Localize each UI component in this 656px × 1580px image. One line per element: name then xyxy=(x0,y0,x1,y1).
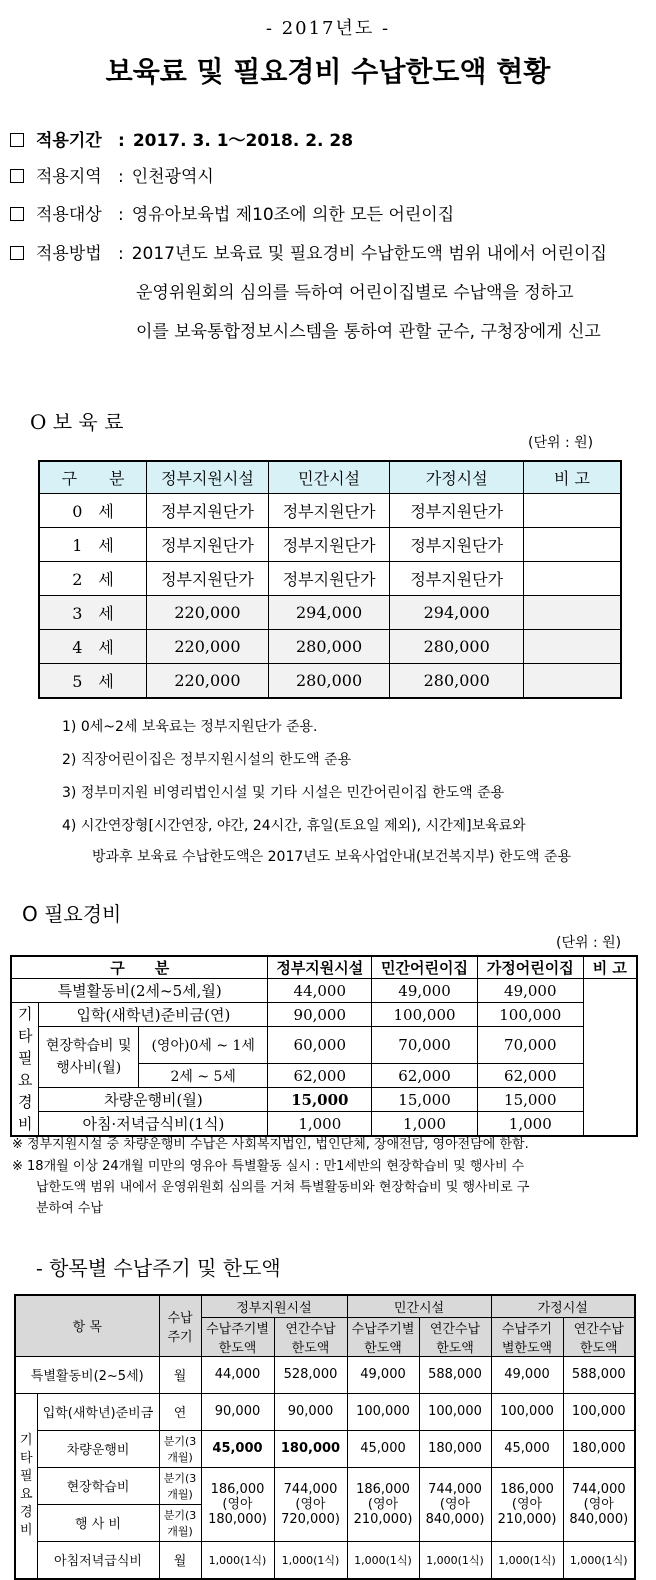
expense-unit: (단위 : 원) xyxy=(556,935,622,951)
value-cell: 15,000 xyxy=(372,1088,478,1112)
value-cell: 588,000 xyxy=(563,1356,635,1393)
table-row xyxy=(11,979,637,1003)
remark-cell xyxy=(523,630,621,664)
age-cell: 3 세 xyxy=(39,596,147,630)
method-line: 적용방법 : 2017년도 보육료 및 필요경비 수납한도액 범위 내에서 어린이집 xyxy=(10,239,607,264)
expense-note-2: ※ 18개월 이상 24개월 미만의 영유아 특별활동 실시 : 만1세반의 현장학습비 및 행사비 수 xyxy=(12,1159,525,1174)
target-value: 영유아보육법 제10조에 의한 모든 어린이집 xyxy=(131,205,455,225)
value-cell: 62,000 xyxy=(477,1064,583,1088)
fee-header-row xyxy=(39,461,621,494)
fee-cell: 294,000 xyxy=(390,596,524,630)
value-cell: 62,000 xyxy=(372,1064,478,1088)
row-label: 행 사 비 xyxy=(37,1504,159,1541)
fee-cell: 294,000 xyxy=(268,596,390,630)
expense-table xyxy=(10,955,638,1137)
cycle-section-title: - 항목별 수납주기 및 한도액 xyxy=(36,1256,281,1280)
value-cell: 49,000 xyxy=(477,979,583,1003)
expense-header-row xyxy=(11,956,637,979)
header-home: 가정시설 xyxy=(491,1295,635,1317)
row-label: 차량운행비 xyxy=(37,1430,159,1467)
method-text-2: 운영위원회의 심의를 득하여 어린이집별로 수납액을 정하고 xyxy=(136,283,574,303)
expense-header-category: 구 분 xyxy=(11,956,268,979)
fee-header-remark: 비 고 xyxy=(523,461,621,494)
value-cell: 49,000 xyxy=(491,1356,563,1393)
age-cell: 5 세 xyxy=(39,664,147,699)
value-cell: 100,000 xyxy=(347,1393,419,1430)
fee-cell: 220,000 xyxy=(147,596,269,630)
age-cell: 1 세 xyxy=(39,528,147,562)
expense-header-gov: 정부지원시설 xyxy=(268,956,372,979)
remark-cell xyxy=(523,664,621,699)
fee-note-4: 4) 시간연장형[시간연장, 야간, 24시간, 휴일(토요일 제외), 시간제]보육료와 xyxy=(62,818,526,834)
fee-header-home: 가정시설 xyxy=(390,461,524,494)
fee-cell: 정부지원단가 xyxy=(268,562,390,596)
fee-cell: 280,000 xyxy=(390,664,524,699)
expense-note-1: ※ 정부지원시설 중 차량운행비 수납은 사회복지법인, 법인단체, 장애전담, 영아전담에 한함. xyxy=(12,1137,529,1152)
row-label: 차량운행비(월) xyxy=(39,1088,268,1112)
table-row xyxy=(39,528,621,562)
value-cell: 1,000(1식) xyxy=(491,1541,563,1579)
value-cell: 186,000 (영아 210,000) xyxy=(491,1467,563,1541)
header-item: 항 목 xyxy=(15,1295,159,1356)
value-cell: 90,000 xyxy=(274,1393,347,1430)
checkbox-icon xyxy=(10,169,24,183)
value-cell: 1,000(1식) xyxy=(347,1541,419,1579)
value-cell: 100,000 xyxy=(372,1003,478,1027)
value-cell: 186,000 (영아 180,000) xyxy=(201,1467,274,1541)
cycle-cell: 분기(3개월) xyxy=(159,1430,201,1467)
region-label: 적용지역 xyxy=(36,167,102,187)
cycle-table xyxy=(14,1294,636,1580)
checkbox-icon xyxy=(10,246,24,260)
fee-note-1: 1) 0세~2세 보육료는 정부지원단가 준용. xyxy=(62,719,318,735)
age-cell: 2 세 xyxy=(39,562,147,596)
value-cell: 100,000 xyxy=(563,1393,635,1430)
sub-label: 2세 ~ 5세 xyxy=(139,1064,268,1088)
value-cell: 180,000 xyxy=(419,1430,491,1467)
fee-cell: 정부지원단가 xyxy=(147,494,269,528)
subheader: 연간수납 한도액 xyxy=(274,1317,347,1356)
remark-cell xyxy=(523,528,621,562)
region-value: 인천광역시 xyxy=(131,167,214,187)
period-value: 2017. 3. 1～2018. 2. 28 xyxy=(132,131,354,151)
fee-note-5: 방과후 보육료 수납한도액은 2017년도 보육사업안내(보건복지부) 한도액 준용 xyxy=(92,849,571,865)
value-cell: 15,000 xyxy=(477,1088,583,1112)
table-row xyxy=(15,1356,635,1393)
row-label: 특별활동비(2세~5세,월) xyxy=(11,979,268,1003)
remark-cell xyxy=(523,596,621,630)
expense-header-home: 가정어린이집 xyxy=(477,956,583,979)
value-cell: 100,000 xyxy=(491,1393,563,1430)
period-label: 적용기간 xyxy=(36,131,102,151)
table-row xyxy=(15,1467,635,1504)
method-text-1: 2017년도 보육료 및 필요경비 수납한도액 범위 내에서 어린이집 xyxy=(131,244,607,264)
table-row xyxy=(11,1003,637,1027)
row-label: 아침저녁급식비 xyxy=(37,1541,159,1579)
table-row xyxy=(15,1393,635,1430)
value-cell: 1,000(1식) xyxy=(419,1541,491,1579)
header-gov: 정부지원시설 xyxy=(201,1295,347,1317)
value-cell: 70,000 xyxy=(372,1027,478,1064)
checkbox-icon xyxy=(10,133,24,147)
value-cell: 70,000 xyxy=(477,1027,583,1064)
value-cell: 1,000(1식) xyxy=(274,1541,347,1579)
cycle-cell: 월 xyxy=(159,1541,201,1579)
fee-note-3: 3) 정부미지원 비영리법인시설 및 기타 시설은 민간어린이집 한도액 준용 xyxy=(62,785,505,801)
value-cell: 49,000 xyxy=(372,979,478,1003)
fee-unit: (단위 : 원) xyxy=(528,435,594,451)
target-line: 적용대상 : 영유아보육법 제10조에 의한 모든 어린이집 xyxy=(10,200,454,225)
header-private: 민간시설 xyxy=(347,1295,491,1317)
expense-header-private: 민간어린이집 xyxy=(372,956,478,979)
subheader: 수납주기별 한도액 xyxy=(201,1317,274,1356)
fee-cell: 정부지원단가 xyxy=(390,494,524,528)
row-label: 현장학습비 xyxy=(37,1467,159,1504)
fee-cell: 220,000 xyxy=(147,664,269,699)
table-row xyxy=(39,596,621,630)
value-cell: 1,000 xyxy=(477,1112,583,1137)
value-cell: 1,000(1식) xyxy=(201,1541,274,1579)
table-row xyxy=(15,1430,635,1467)
value-cell: 15,000 xyxy=(268,1088,372,1112)
value-cell: 44,000 xyxy=(201,1356,274,1393)
value-cell: 45,000 xyxy=(201,1430,274,1467)
table-row xyxy=(39,630,621,664)
fee-header-gov: 정부지원시설 xyxy=(147,461,269,494)
fee-cell: 정부지원단가 xyxy=(390,528,524,562)
value-cell: 1,000(1식) xyxy=(563,1541,635,1579)
checkbox-icon xyxy=(10,207,24,221)
etc-expense-label: 기타 필요 경비 xyxy=(11,1003,39,1137)
value-cell: 45,000 xyxy=(491,1430,563,1467)
expense-section-title: O 필요경비 xyxy=(22,902,122,926)
value-cell: 49,000 xyxy=(347,1356,419,1393)
table-row xyxy=(39,494,621,528)
value-cell: 44,000 xyxy=(268,979,372,1003)
table-row xyxy=(11,1088,637,1112)
cycle-header-row xyxy=(15,1295,635,1317)
fee-cell: 280,000 xyxy=(390,630,524,664)
page-title: 보육료 및 필요경비 수납한도액 현황 xyxy=(105,55,551,88)
value-cell: 45,000 xyxy=(347,1430,419,1467)
value-cell: 588,000 xyxy=(419,1356,491,1393)
value-cell: 744,000 (영아 720,000) xyxy=(274,1467,347,1541)
table-row xyxy=(39,664,621,699)
table-row xyxy=(15,1541,635,1579)
cycle-cell: 월 xyxy=(159,1356,201,1393)
expense-note-4: 분하여 수납 xyxy=(36,1201,103,1216)
row-label: 입학(새학년)준비금(연) xyxy=(39,1003,268,1027)
fee-header-category: 구 분 xyxy=(39,461,147,494)
fee-cell: 정부지원단가 xyxy=(147,528,269,562)
table-row xyxy=(11,1027,637,1064)
age-cell: 0 세 xyxy=(39,494,147,528)
expense-note-3: 납한도액 범위 내에서 운영위원회 심의를 거쳐 특별활동비와 현장학습비 및 행사비로 구 xyxy=(36,1180,530,1195)
method-text-3: 이를 보육통합정보시스템을 통하여 관할 군수, 구청장에게 신고 xyxy=(136,322,601,342)
year-heading: - 2017년도 - xyxy=(265,18,391,39)
fee-cell: 정부지원단가 xyxy=(147,562,269,596)
value-cell: 90,000 xyxy=(201,1393,274,1430)
cycle-cell: 분기(3개월) xyxy=(159,1467,201,1504)
value-cell: 1,000 xyxy=(268,1112,372,1137)
period-line: 적용기간 : 2017. 3. 1～2018. 2. 28 xyxy=(10,126,353,151)
fee-cell: 220,000 xyxy=(147,630,269,664)
fee-cell: 정부지원단가 xyxy=(390,562,524,596)
remark-cell xyxy=(523,562,621,596)
fee-note-2: 2) 직장어린이집은 정부지원시설의 한도액 준용 xyxy=(62,752,352,768)
fee-header-private: 민간시설 xyxy=(268,461,390,494)
subheader: 수납주기별 한도액 xyxy=(347,1317,419,1356)
method-label: 적용방법 xyxy=(36,244,102,264)
value-cell: 62,000 xyxy=(268,1064,372,1088)
value-cell: 100,000 xyxy=(477,1003,583,1027)
remark-cell xyxy=(583,979,637,1137)
etc-expense-label: 기 타 필 요 경 비 xyxy=(15,1393,37,1579)
header-cycle: 수납 주기 xyxy=(159,1295,201,1356)
subheader: 연간수납 한도액 xyxy=(419,1317,491,1356)
value-cell: 90,000 xyxy=(268,1003,372,1027)
value-cell: 744,000 (영아 840,000) xyxy=(563,1467,635,1541)
value-cell: 186,000 (영아 210,000) xyxy=(347,1467,419,1541)
sub-label: (영아)0세 ~ 1세 xyxy=(139,1027,268,1064)
value-cell: 744,000 (영아 840,000) xyxy=(419,1467,491,1541)
fee-cell: 정부지원단가 xyxy=(268,494,390,528)
value-cell: 60,000 xyxy=(268,1027,372,1064)
subheader: 연간수납 한도액 xyxy=(563,1317,635,1356)
value-cell: 180,000 xyxy=(274,1430,347,1467)
fee-cell: 280,000 xyxy=(268,630,390,664)
fee-cell: 정부지원단가 xyxy=(268,528,390,562)
value-cell: 1,000 xyxy=(372,1112,478,1137)
value-cell: 180,000 xyxy=(563,1430,635,1467)
expense-header-remark: 비 고 xyxy=(583,956,637,979)
cycle-cell: 연 xyxy=(159,1393,201,1430)
fee-table xyxy=(38,460,622,699)
cycle-cell: 분기(3개월) xyxy=(159,1504,201,1541)
target-label: 적용대상 xyxy=(36,205,102,225)
region-line: 적용지역 : 인천광역시 xyxy=(10,162,214,187)
age-cell: 4 세 xyxy=(39,630,147,664)
row-label: 아침·저녁급식비(1식) xyxy=(39,1112,268,1137)
table-row xyxy=(39,562,621,596)
value-cell: 100,000 xyxy=(419,1393,491,1430)
value-cell: 528,000 xyxy=(274,1356,347,1393)
row-label: 특별활동비(2~5세) xyxy=(15,1356,159,1393)
subheader: 수납주기 별한도액 xyxy=(491,1317,563,1356)
field-trip-label: 현장학습비 및 행사비(월) xyxy=(39,1027,139,1088)
fee-section-title: O 보 육 료 xyxy=(30,410,124,434)
remark-cell xyxy=(523,494,621,528)
fee-cell: 280,000 xyxy=(268,664,390,699)
row-label: 입학(새학년)준비금 xyxy=(37,1393,159,1430)
